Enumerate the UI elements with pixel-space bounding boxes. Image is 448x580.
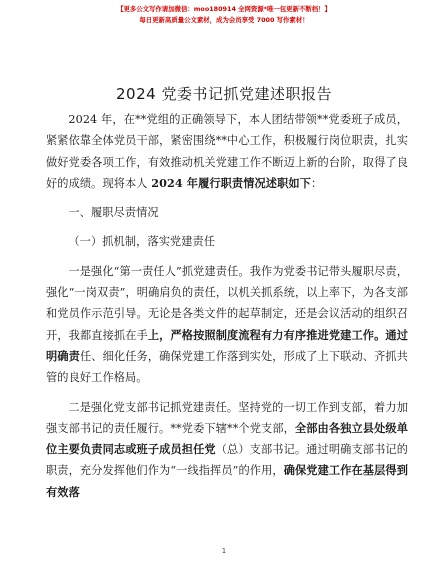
subsection-heading-1: （一）抓机制，落实党建责任 — [68, 235, 216, 249]
document-body — [46, 109, 408, 503]
paragraph-2 — [46, 397, 408, 503]
paragraph-1-part-b: 上，严格按照制度流程有力有序推进党建工作。通过明确责 — [46, 327, 408, 363]
paragraph-2-part-a: 二是强化党支部书记抓党建责任。坚持党的一切工作到支部，着力加强支部书记的责任履行。**党委下辖**个党支部， — [46, 400, 408, 435]
paragraph-1 — [46, 261, 408, 389]
intro-end: ： — [310, 176, 323, 190]
section-heading-1: 一、履职尽责情况 — [68, 206, 159, 220]
promo-line-1: 【更多公文写作请加微信：moo180914 全网资源*唯一包更新不断档！】 — [117, 5, 331, 13]
paragraph-2-part-b: 全部由各独立县处级单位主要负责同志或班子成员担任党 — [46, 420, 408, 457]
intro-paragraph — [46, 109, 408, 194]
promo-banner — [0, 4, 448, 26]
promo-line-2: 每日更新高质量公文素材，成为会员享受 7000 写作素材！ — [139, 16, 309, 24]
intro-bold: 2024 年履行职责情况述职如下 — [151, 175, 311, 190]
document-title: 2024 党委书记抓党建述职报告 — [116, 85, 332, 103]
page-number: 1 — [221, 547, 227, 555]
paragraph-1-part-c: 任、细化任务，确保党建工作落到实处，形成了上下联动、齐抓共管的良好工作格局。 — [46, 349, 408, 385]
intro-text: 2024 年，在**党组的正确领导下，本人团结带领**党委班子成员，紧紧依靠全体党员干部，紧密围绕**中心工作，积极履行岗位职责，扎实做好党委各项工作，有效推动机关党建工作不断迈上新的台阶，取得了良好的成绩。现将本人 — [46, 113, 408, 190]
paragraph-1-part-a: 一是强化“第一责任人”抓党建责任。我作为党委书记带头履职尽责，强化“一岗双责”，明确肩负的责任，以机关抓系统，以上率下，为各支部和党员作示范引导。无论是各类文件的起草制定，还是会议活动的组织召开，我都直接抓在手 — [46, 264, 408, 342]
paragraph-2-part-c: （总）支部书记。通过明确支部书记的职责，充分发挥他们作为“一线指挥员”的作用， — [46, 443, 408, 478]
paragraph-2-part-d: 确保党建工作在基层得到有效落 — [46, 463, 409, 499]
